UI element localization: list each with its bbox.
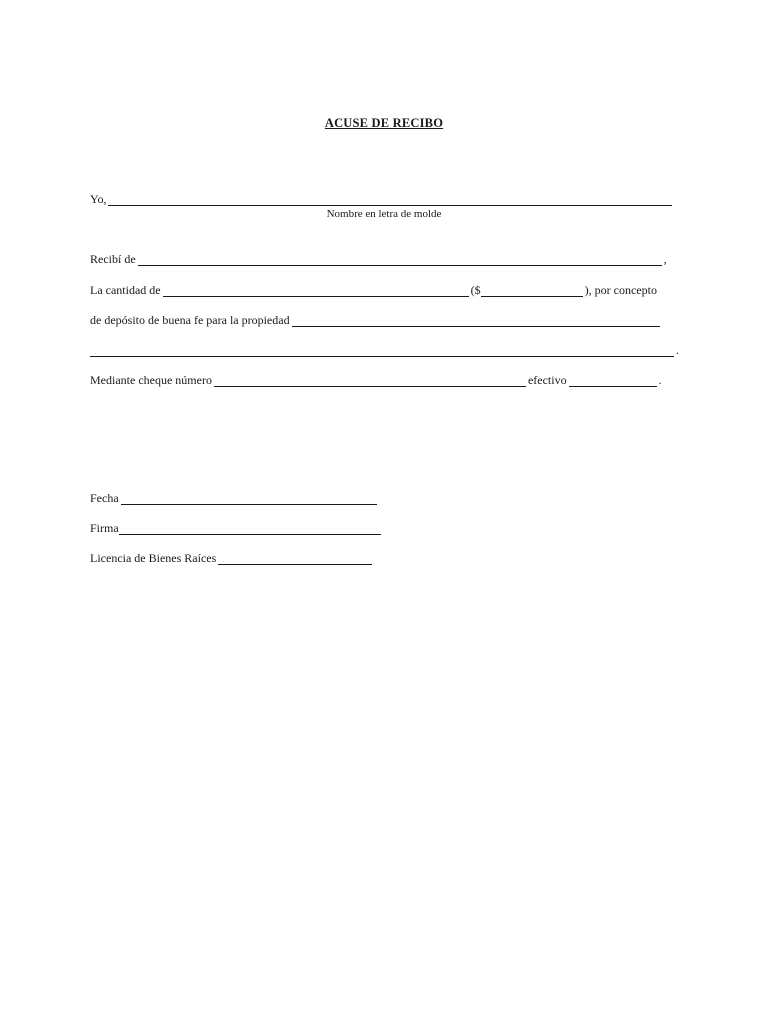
licencia-label: Licencia de Bienes Raíces bbox=[90, 551, 217, 565]
deposito-label: de depósito de buena fe para la propiedad bbox=[90, 313, 290, 327]
yo-label: Yo, bbox=[90, 192, 107, 206]
cantidad-label: La cantidad de bbox=[90, 283, 161, 297]
continuation-row bbox=[90, 341, 679, 357]
fecha-row bbox=[90, 489, 379, 505]
licencia-row bbox=[90, 549, 374, 565]
date-field[interactable] bbox=[121, 492, 377, 505]
recibi-label: Recibí de bbox=[90, 252, 136, 266]
check-number-field[interactable] bbox=[214, 374, 526, 387]
property-field[interactable] bbox=[292, 314, 660, 327]
efectivo-end: . bbox=[658, 373, 662, 387]
document-title: ACUSE DE RECIBO bbox=[324, 116, 444, 130]
cheque-label: Mediante cheque número bbox=[90, 373, 212, 387]
por-concepto-label: ), por concepto bbox=[584, 283, 657, 297]
yo-row bbox=[90, 190, 674, 206]
license-field[interactable] bbox=[218, 552, 372, 565]
amount-words-field[interactable] bbox=[163, 284, 469, 297]
recibi-end: , bbox=[663, 252, 667, 266]
firma-label: Firma bbox=[90, 521, 119, 535]
dollar-open: ($ bbox=[470, 283, 481, 297]
name-field[interactable] bbox=[108, 193, 672, 206]
cash-field[interactable] bbox=[569, 374, 657, 387]
fecha-label: Fecha bbox=[90, 491, 119, 505]
recibi-row bbox=[90, 250, 667, 266]
efectivo-label: efectivo bbox=[527, 373, 567, 387]
cantidad-row bbox=[90, 281, 657, 297]
signature-field[interactable] bbox=[119, 522, 381, 535]
amount-number-field[interactable] bbox=[481, 284, 583, 297]
received-from-field[interactable] bbox=[138, 253, 662, 266]
cheque-row bbox=[90, 371, 662, 387]
property-continuation-field[interactable] bbox=[90, 344, 674, 357]
deposito-row bbox=[90, 311, 662, 327]
firma-row bbox=[90, 519, 383, 535]
name-caption: Nombre en letra de molde bbox=[326, 208, 442, 220]
continuation-period: . bbox=[676, 343, 679, 357]
